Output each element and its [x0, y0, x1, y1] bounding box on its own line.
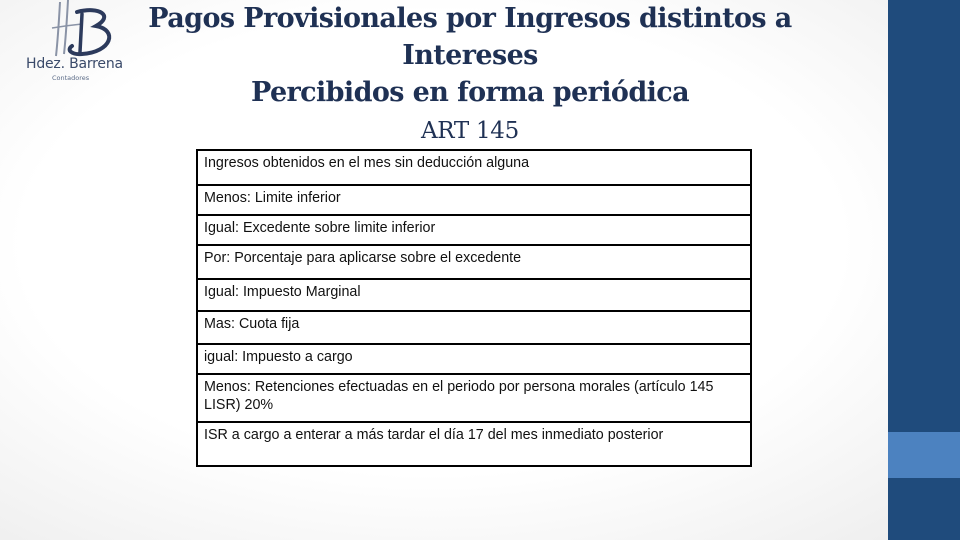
slide-title — [140, 0, 800, 111]
table-row: ISR a cargo a enterar a más tardar el día 17 del mes inmediato posterior — [204, 427, 664, 443]
table-row: igual: Impuesto a cargo — [198, 345, 750, 375]
table-row: Mas: Cuota fija — [198, 312, 750, 345]
slide-subtitle: ART 145 — [421, 118, 519, 144]
title-line-2: Intereses — [402, 40, 538, 71]
logo-tagline: Contadores — [52, 74, 90, 82]
table-row: Igual: Excedente sobre limite inferior — [198, 216, 750, 246]
table-row: Menos: Retenciones efectuadas en el periodo por persona morales (artículo 145 LISR) 20% — [198, 375, 750, 423]
table-row: Por: Porcentaje para aplicarse sobre el excedente — [198, 246, 750, 280]
table-row: Igual: Impuesto Marginal — [198, 280, 750, 312]
table-row: Ingresos obtenidos en el mes sin deducción alguna — [198, 151, 750, 186]
title-line-1: Pagos Provisionales por Ingresos distintos a — [148, 3, 792, 34]
title-line-3: Percibidos en forma periódica — [250, 77, 690, 108]
logo-name: Hdez. Barrena — [26, 56, 123, 72]
table-row: Menos: Limite inferior — [198, 186, 750, 216]
calculation-table — [196, 149, 752, 467]
side-accent-bar — [888, 432, 960, 478]
